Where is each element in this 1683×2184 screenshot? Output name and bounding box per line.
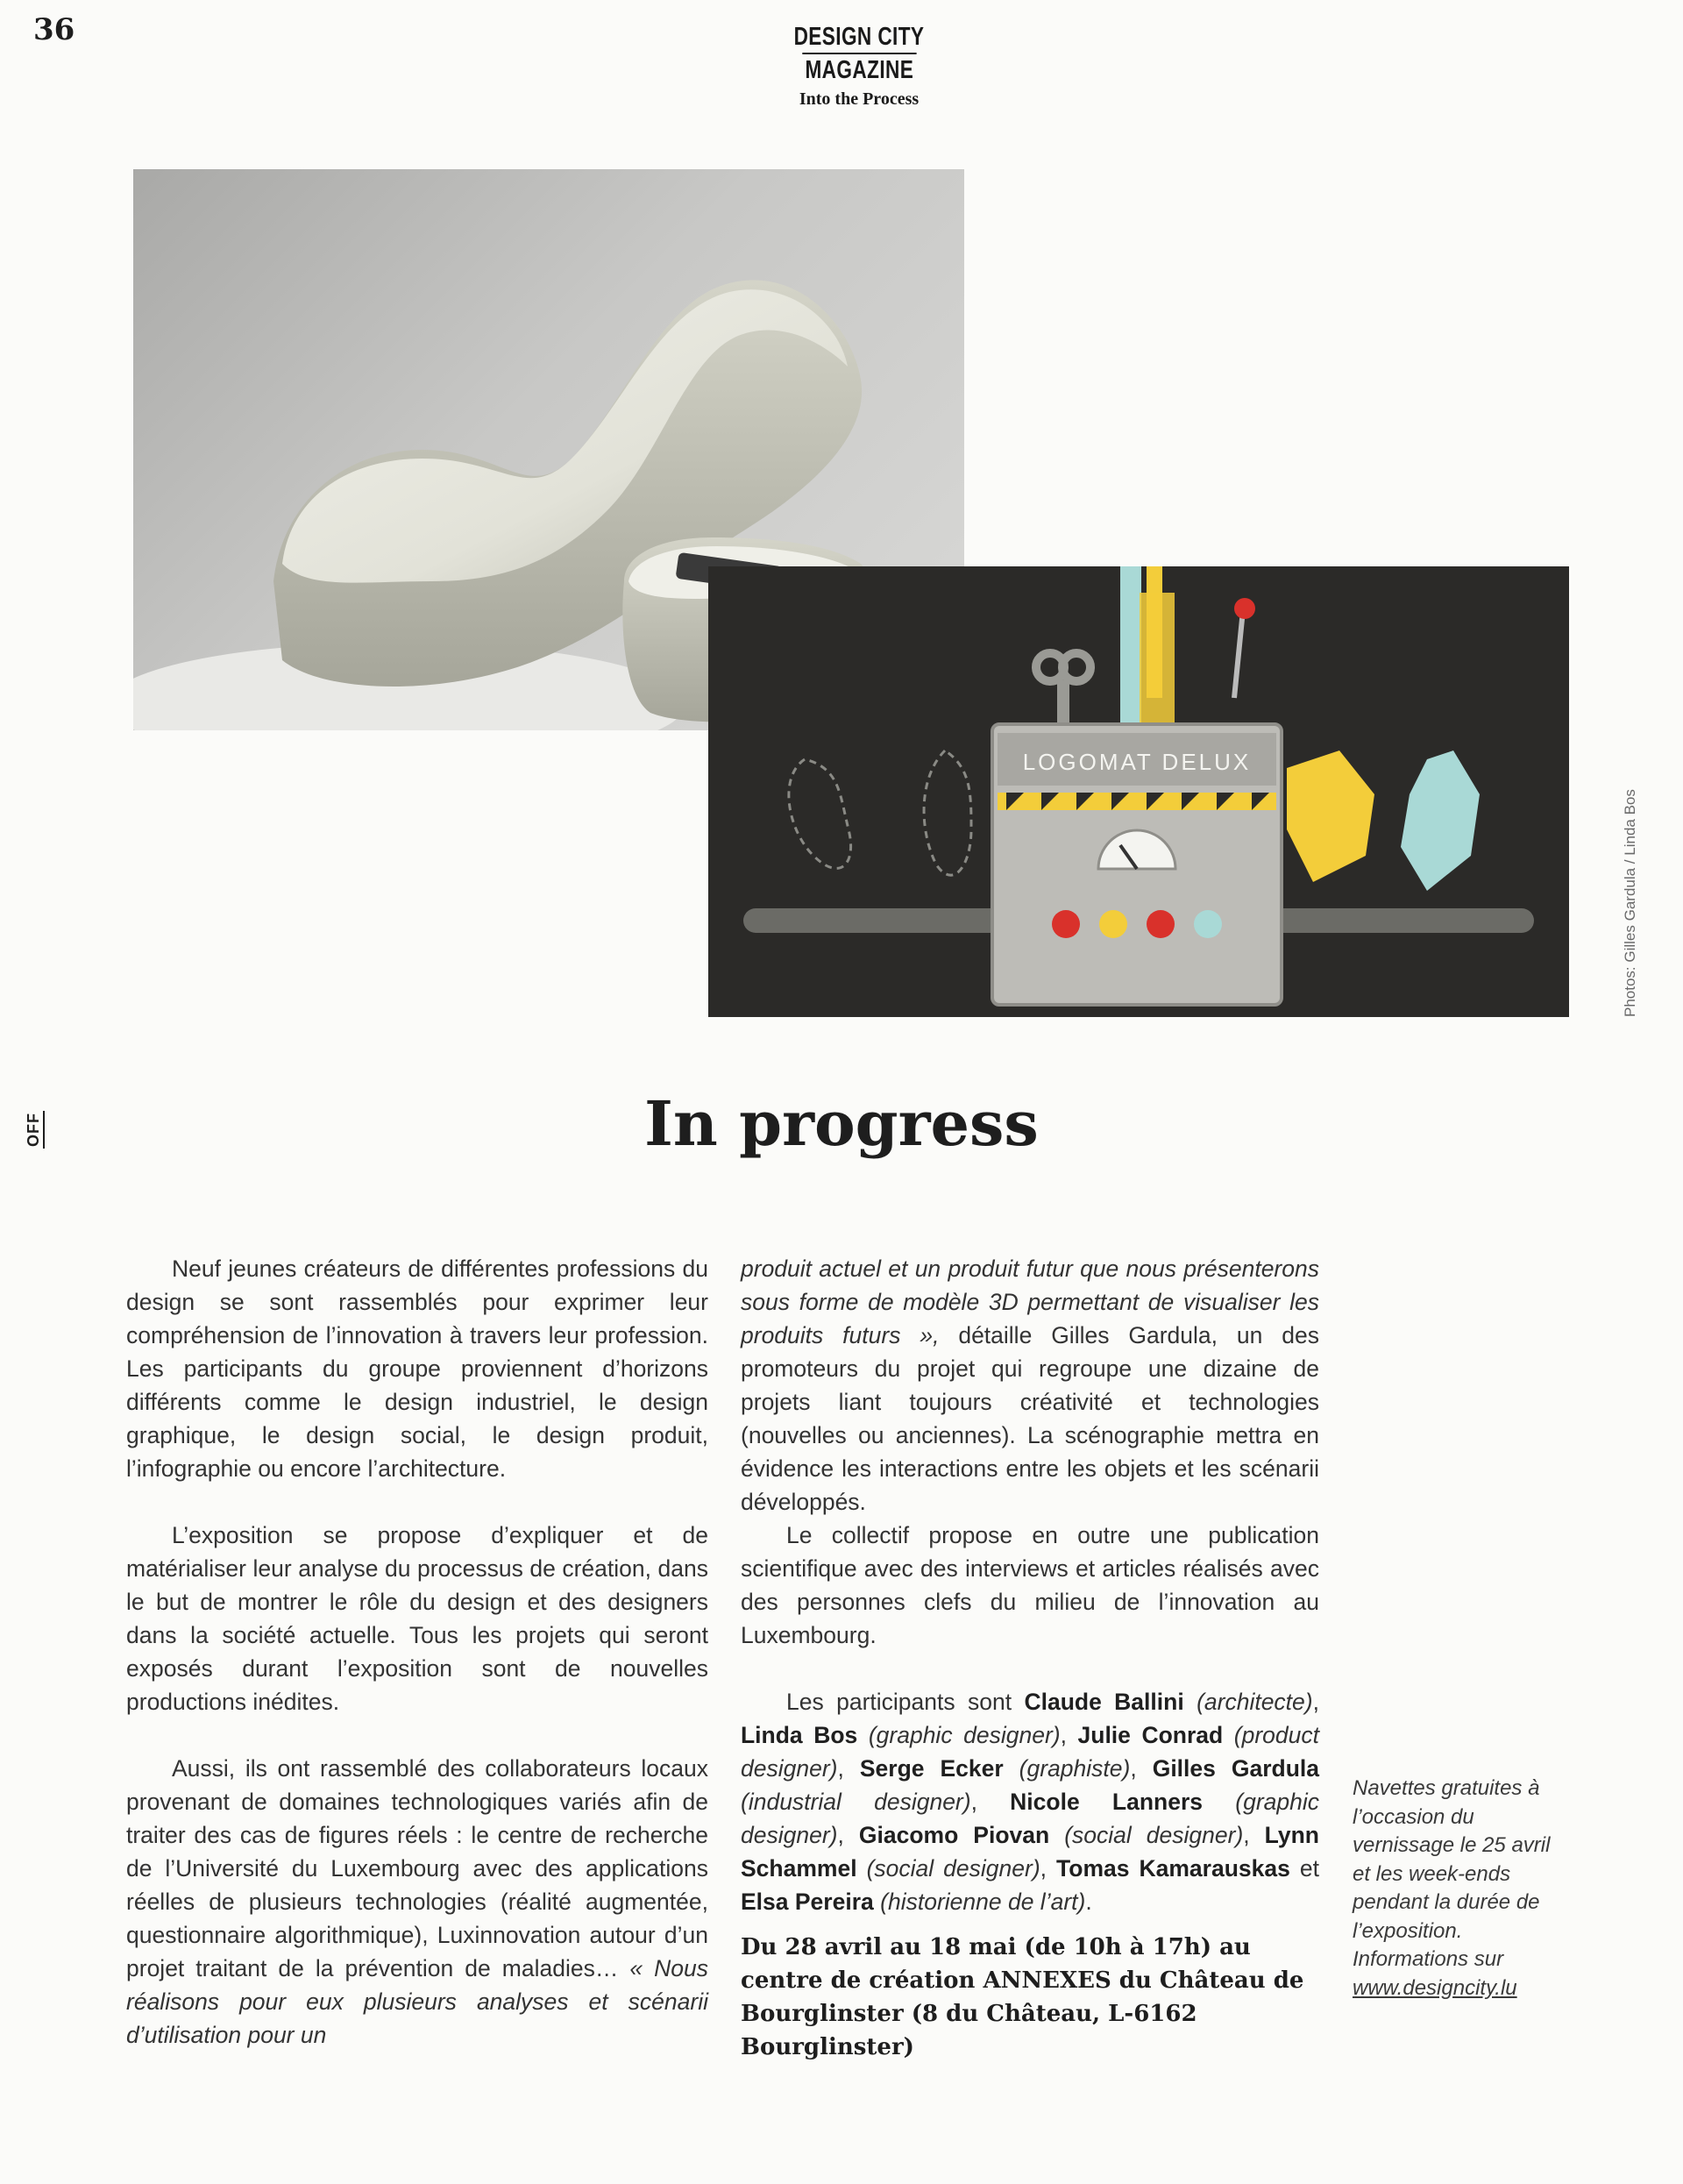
button-red-1	[1052, 910, 1080, 938]
button-yellow	[1099, 910, 1127, 938]
participant-name: Linda Bos	[741, 1722, 858, 1748]
website-link[interactable]: www.designcity.lu	[1353, 1975, 1517, 2000]
participant-role: (graphiste)	[1019, 1755, 1131, 1782]
participant-name: Tomas Kamarauskas	[1056, 1855, 1290, 1882]
article-column-2	[741, 1252, 1319, 2064]
participant-separator: ,	[1130, 1755, 1153, 1782]
participant-separator: ,	[837, 1755, 860, 1782]
participant-role: (social designer)	[1064, 1822, 1244, 1848]
participant-separator: ,	[970, 1789, 1011, 1815]
participant-separator: ,	[1040, 1855, 1057, 1882]
participants-paragraph	[741, 1685, 1319, 1918]
article-title: In progress	[644, 1087, 1039, 1160]
paragraph	[126, 1752, 708, 2052]
participant-separator: ,	[1312, 1689, 1319, 1715]
masthead-tagline: Into the Process	[799, 89, 920, 109]
participant-role: (graphic designer)	[741, 1789, 1319, 1848]
logomat-artwork	[708, 566, 1569, 1017]
paragraph	[741, 1252, 1319, 1519]
participant-role: (historienne de l’art)	[880, 1889, 1086, 1915]
participants-intro: Les participants sont	[786, 1689, 1012, 1715]
quote-text: « Nous réalisons pour eux plusieurs analyses et scénarii d’utilisation pour un	[126, 1955, 708, 2048]
participant-name: Serge Ecker	[859, 1755, 1004, 1782]
machine-label: LOGOMAT DELUX	[1022, 749, 1252, 775]
event-info: Du 28 avril au 18 mai (de 10h à 17h) au centre de création ANNEXES du Château de Bourglinster (8 du Château, L-6162 Bourglinster)	[741, 1934, 1304, 2060]
participant-role: (architecte)	[1197, 1689, 1313, 1715]
participant-name: Gilles Gardula	[1152, 1755, 1319, 1782]
participant-name: Giacomo Piovan	[858, 1822, 1050, 1848]
participant-separator: et	[1289, 1855, 1319, 1882]
paragraph-text: Aussi, ils ont rassemblé des collaborateurs locaux provenant de domaines technologiques variés afin de traiter des cas de figures réels : le centre de recherche de l’Université du Luxembourg avec des applications réelles de plusieurs technologies (réalité augmentée, questionnaire algorithmique), Luxinnovation autour d’un projet traitant de la prévention de maladies…	[126, 1755, 708, 1981]
paragraph-text: détaille Gilles Gardula, un des promoteurs du projet qui regroupe une dizaine de projets liant toujours créativité et technologies (nouvelles ou anciennes). La scénographie mettra en évidence les interactions entre les objets et les scénarii développés.	[741, 1322, 1319, 1515]
participant-separator: ,	[837, 1822, 859, 1848]
participant-role: (social designer)	[866, 1855, 1040, 1882]
participant-name: Claude Ballini	[1024, 1689, 1184, 1715]
teal-tube	[1120, 566, 1141, 724]
paragraph: Neuf jeunes créateurs de différentes professions du design se sont rassemblés pour exprimer leur compréhension de l’innovation à travers leur profession. Les participants du groupe proviennent d’horizons différents comme le design industriel, le design graphique, le design social, le design produit, l’infographie ou encore l’architecture.	[126, 1256, 708, 1482]
participant-role: (industrial designer)	[741, 1789, 971, 1815]
page-number: 36	[33, 12, 75, 47]
paragraph: Le collectif propose en outre une publication scientifique avec des interviews et articles réalisés avec des personnes clefs du milieu de l’innovation au Luxembourg.	[741, 1522, 1319, 1648]
hazard-stripe	[998, 793, 1276, 810]
participant-name: Elsa Pereira	[741, 1889, 874, 1915]
masthead-title-line1: DESIGN CITY	[793, 23, 925, 51]
button-teal	[1194, 910, 1222, 938]
participants-list	[741, 1689, 1319, 1915]
participant-name: Julie Conrad	[1077, 1722, 1224, 1748]
section-label: OFF	[25, 1111, 45, 1149]
participant-separator: ,	[1243, 1822, 1265, 1848]
participant-name: Nicole Lanners	[1010, 1789, 1204, 1815]
participant-role: (product designer)	[741, 1722, 1319, 1782]
logomat-illustration	[708, 566, 1569, 1017]
button-red-2	[1147, 910, 1175, 938]
photo-credit: Photos: Gilles Gardula / Linda Bos	[1622, 789, 1638, 1017]
participant-role: (graphic designer)	[868, 1722, 1061, 1748]
masthead-title-line2: MAGAZINE	[802, 53, 916, 86]
sidebar-note-text: Navettes gratuites à l’occasion du vernissage le 25 avril et les week-ends pendant la durée de l’exposition. Informations sur	[1353, 1776, 1551, 1971]
participant-separator: .	[1085, 1889, 1092, 1915]
lever-knob	[1234, 598, 1255, 619]
masthead	[763, 21, 955, 110]
coin-stack	[1140, 593, 1175, 724]
article-column-1	[126, 1252, 708, 2052]
sidebar-note	[1353, 1775, 1554, 2003]
participant-separator: ,	[1060, 1722, 1078, 1748]
participant-name: Lynn Schammel	[741, 1822, 1319, 1882]
quote-text: produit actuel et un produit futur que nous présenterons sous forme de modèle 3D permettant de visualiser les produits futurs »,	[741, 1256, 1319, 1348]
paragraph: L’exposition se propose d’expliquer et de matérialiser leur analyse du processus de création, dans le but de montrer le rôle du design et des designers dans la société actuelle. Tous les projets qui seront exposés durant l’exposition sont de nouvelles productions inédites.	[126, 1522, 708, 1715]
